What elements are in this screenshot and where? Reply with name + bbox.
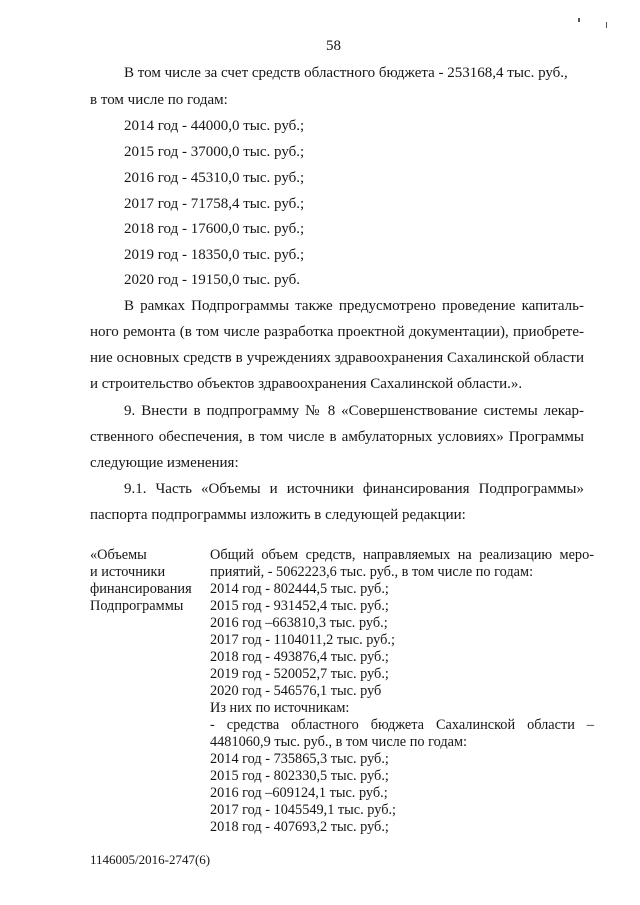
table-value-line: 2018 год - 493876,4 тыс. руб.; (210, 649, 389, 665)
item-9-line: следующие изменения: (90, 455, 239, 471)
page-number: 58 (326, 38, 341, 54)
funding-year-line: 2020 год - 19150,0 тыс. руб. (124, 272, 301, 288)
item-9-line: 9. Внести в подпрограмму № 8 «Совершенствование системы лекар- (124, 403, 584, 419)
table-value-line: 2016 год –663810,3 тыс. руб.; (210, 615, 388, 631)
funding-year-line: 2016 год - 45310,0 тыс. руб.; (124, 170, 305, 186)
table-value-line: 2020 год - 546576,1 тыс. руб (210, 683, 382, 699)
table-value-line: 2019 год - 520052,7 тыс. руб.; (210, 666, 389, 682)
table-value-line: Общий объем средств, направляемых на реализацию меро- (210, 547, 594, 563)
scan-speck (606, 22, 607, 28)
paragraph-line: и строительство объектов здравоохранения Сахалинской области.». (90, 376, 523, 392)
scan-speck (578, 18, 580, 22)
table-value-line: 2018 год - 407693,2 тыс. руб.; (210, 819, 389, 835)
table-value-line: - средства областного бюджета Сахалинской области – (210, 717, 594, 733)
table-value-line: 4481060,9 тыс. руб., в том числе по годам: (210, 734, 467, 750)
item-9-line: ственного обеспечения, в том числе в амбулаторных условиях» Программы (90, 429, 584, 445)
table-value-line: 2017 год - 1104011,2 тыс. руб.; (210, 632, 395, 648)
funding-year-line: 2014 год - 44000,0 тыс. руб.; (124, 118, 305, 134)
funding-total-line: В том числе за счет средств областного бюджета - 253168,4 тыс. руб., (124, 65, 568, 81)
table-value-line: 2014 год - 735865,3 тыс. руб.; (210, 751, 389, 767)
table-value-line: 2017 год - 1045549,1 тыс. руб.; (210, 802, 397, 818)
funding-year-line: 2017 год - 71758,4 тыс. руб.; (124, 196, 305, 212)
funding-year-line: 2019 год - 18350,0 тыс. руб.; (124, 247, 305, 263)
item-9-1-line: 9.1. Часть «Объемы и источники финансирования Подпрограммы» (124, 481, 584, 497)
table-value-line: Из них по источникам: (210, 700, 350, 716)
paragraph-line: ние основных средств в учреждениях здравоохранения Сахалинской области (90, 350, 584, 366)
funding-by-years-label: в том числе по годам: (90, 92, 228, 108)
table-label: Подпрограммы (90, 598, 184, 614)
paragraph-line: В рамках Подпрограммы также предусмотрено проведение капиталь- (124, 298, 584, 314)
item-9-1-line: паспорта подпрограммы изложить в следующей редакции: (90, 507, 466, 523)
table-value-line: 2015 год - 802330,5 тыс. руб.; (210, 768, 389, 784)
table-label: «Объемы (90, 547, 147, 563)
document-code: 1146005/2016-2747(6) (90, 852, 211, 867)
paragraph-line: ного ремонта (в том числе разработка проектной документации), приобрете- (90, 324, 584, 340)
table-label: финансирования (90, 581, 192, 597)
table-label: и источники (90, 564, 166, 580)
table-value-line: 2015 год - 931452,4 тыс. руб.; (210, 598, 389, 614)
table-value-line: 2014 год - 802444,5 тыс. руб.; (210, 581, 389, 597)
funding-year-line: 2018 год - 17600,0 тыс. руб.; (124, 221, 305, 237)
table-value-line: 2016 год –609124,1 тыс. руб.; (210, 785, 388, 801)
table-value-line: приятий, - 5062223,6 тыс. руб., в том числе по годам: (210, 564, 534, 580)
funding-year-line: 2015 год - 37000,0 тыс. руб.; (124, 144, 305, 160)
